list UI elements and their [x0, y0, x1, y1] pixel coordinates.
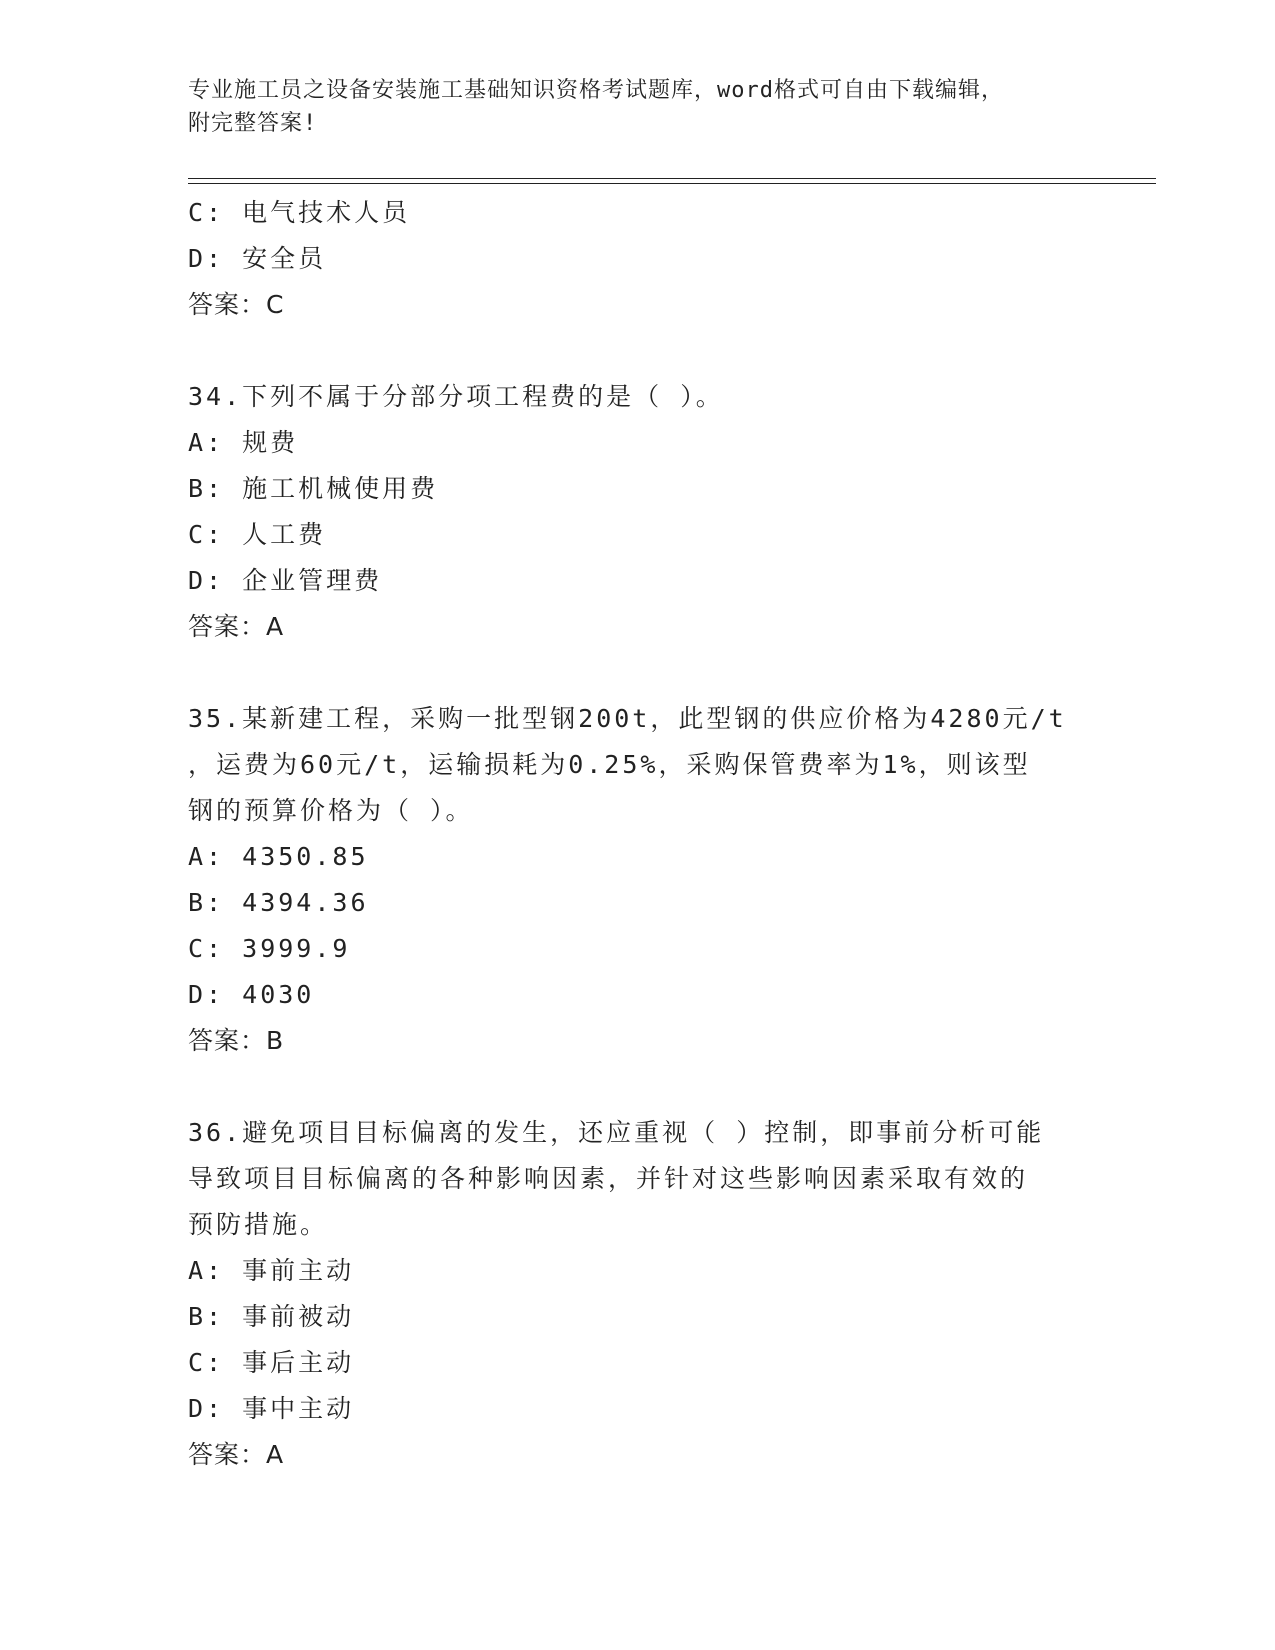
question-stem: 钢的预算价格为（ ）。 [188, 796, 474, 825]
question-stem: ，运费为60元/t，运输损耗为0.25%，采购保管费率为1%，则该型 [188, 750, 1031, 779]
option-d: D: 安全员 [188, 244, 327, 273]
question-stem: 35.某新建工程，采购一批型钢200t，此型钢的供应价格为4280元/t [188, 704, 1067, 733]
question-34 [188, 374, 1088, 650]
question-36 [188, 1110, 1088, 1478]
answer-line: 答案：C [188, 290, 285, 319]
option-c: C: 事后主动 [188, 1348, 355, 1377]
option-d: D: 4030 [188, 980, 315, 1009]
question-stem: 导致项目目标偏离的各种影响因素，并针对这些影响因素采取有效的 [188, 1164, 1029, 1193]
document-header [188, 74, 1088, 140]
option-b: B: 施工机械使用费 [188, 474, 439, 503]
option-a: A: 4350.85 [188, 842, 369, 871]
question-content [188, 190, 1088, 1478]
option-b: B: 4394.36 [188, 888, 369, 917]
option-b: B: 事前被动 [188, 1302, 355, 1331]
question-stem: 36.避免项目目标偏离的发生，还应重视（ ）控制，即事前分析可能 [188, 1118, 1045, 1147]
option-a: A: 规费 [188, 428, 299, 457]
spacer [188, 1064, 1088, 1110]
answer-line: 答案：B [188, 1026, 285, 1055]
header-rule-top [188, 178, 1156, 179]
option-d: D: 企业管理费 [188, 566, 383, 595]
header-line-1: 专业施工员之设备安装施工基础知识资格考试题库，word格式可自由下载编辑， [188, 78, 1004, 103]
option-c: C: 人工费 [188, 520, 327, 549]
option-c: C: 3999.9 [188, 934, 351, 963]
answer-line: 答案：A [188, 1440, 285, 1469]
question-35 [188, 696, 1088, 1064]
header-rule-bottom [188, 183, 1156, 184]
option-d: D: 事中主动 [188, 1394, 355, 1423]
option-a: A: 事前主动 [188, 1256, 355, 1285]
spacer [188, 328, 1088, 374]
spacer [188, 650, 1088, 696]
answer-line: 答案：A [188, 612, 285, 641]
question-33-continued [188, 190, 1088, 328]
header-line-2: 附完整答案! [188, 111, 318, 136]
question-stem: 预防措施。 [188, 1210, 329, 1239]
question-stem: 34.下列不属于分部分项工程费的是（ ）。 [188, 382, 724, 411]
option-c: C: 电气技术人员 [188, 198, 411, 227]
